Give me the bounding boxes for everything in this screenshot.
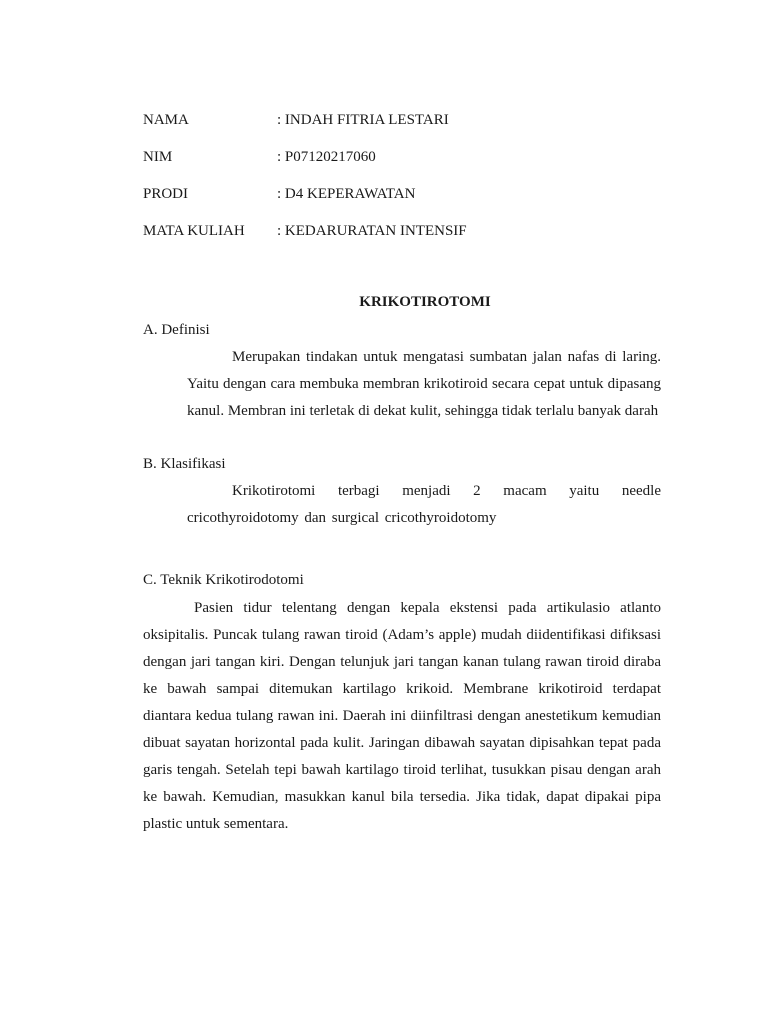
section-heading-klasifikasi: B. Klasifikasi bbox=[143, 456, 226, 472]
section-heading-teknik: C. Teknik Krikotirodotomi bbox=[143, 572, 304, 588]
section-paragraph-definisi: Merupakan tindakan untuk mengatasi sumbatan jalan nafas di laring. Yaitu dengan cara membuka membran krikotiroid secara cepat untuk dipasang kanul. Membran ini terletak di dekat kulit, sehingga tidak terlalu banyak darah bbox=[187, 349, 661, 419]
info-value: : KEDARURATAN INTENSIF bbox=[277, 223, 467, 239]
info-label: NIM bbox=[143, 149, 173, 165]
info-label: MATA KULIAH bbox=[143, 223, 245, 239]
info-value: : D4 KEPERAWATAN bbox=[277, 186, 416, 202]
section-heading-definisi: A. Definisi bbox=[143, 322, 210, 338]
section-paragraph-klasifikasi: Krikotirotomi terbagi menjadi 2 macam yaitu needle cricothyroidotomy dan surgical cricothyroidotomy bbox=[187, 483, 661, 526]
info-value: : INDAH FITRIA LESTARI bbox=[277, 112, 449, 128]
document-title: KRIKOTIROTOMI bbox=[359, 294, 491, 310]
info-label: NAMA bbox=[143, 112, 189, 128]
info-value: : P07120217060 bbox=[277, 149, 376, 165]
info-label: PRODI bbox=[143, 186, 189, 202]
section-paragraph-teknik: Pasien tidur telentang dengan kepala ekstensi pada artikulasio atlanto oksipitalis. Puncak tulang rawan tiroid (Adam’s apple) mudah diidentifikasi difiksasi dengan jari tangan kiri. Dengan telunjuk jari tangan kanan tulang rawan tiroid diraba ke bawah sampai ditemukan kartilago krikoid. Membrane krikotiroid terdapat diantara kedua tulang rawan ini. Daerah ini diinfiltrasi dengan anestetikum kemudian dibuat sayatan horizontal pada kulit. Jaringan dibawah sayatan dipisahkan tepat pada garis tengah. Setelah tepi bawah kartilago tiroid terlihat, tusukkan pisau dengan arah ke bawah. Kemudian, masukkan kanul bila tersedia. Jika tidak, dapat dipakai pipa plastic untuk sementara. bbox=[143, 600, 661, 832]
